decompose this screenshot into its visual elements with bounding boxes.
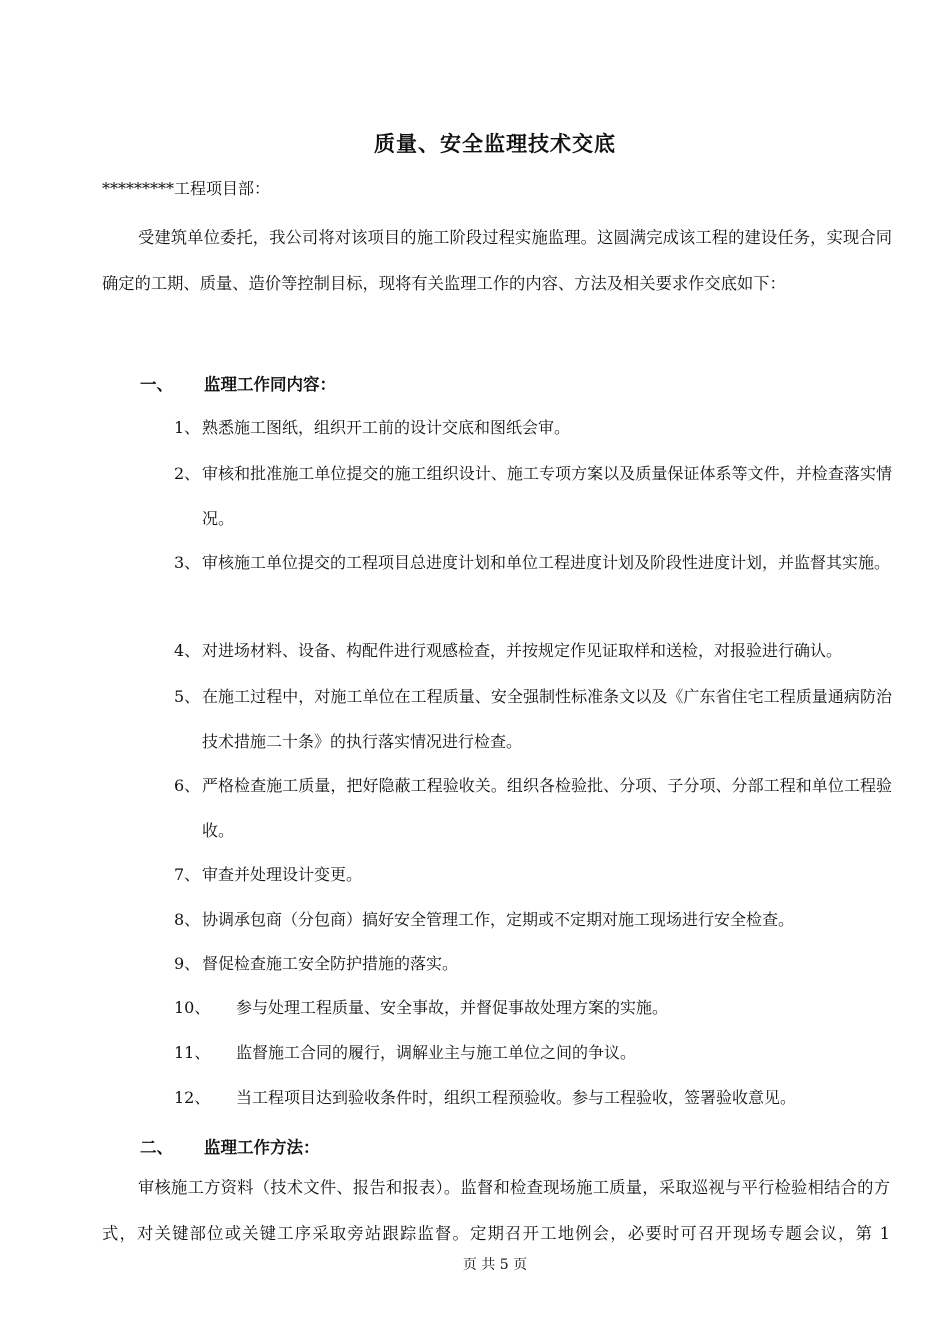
item-text: 对进场材料、设备、构配件进行观感检查，并按规定作见证取样和送检，对报验进行确认。	[202, 641, 843, 660]
item-number: 3、	[174, 553, 201, 572]
recipient-line: *********工程项目部：	[102, 179, 271, 198]
list-item	[174, 628, 892, 673]
item-number: 11、	[174, 1043, 211, 1062]
list-item	[174, 1075, 892, 1120]
section-number: 二、	[140, 1138, 173, 1157]
section-heading-2	[140, 1134, 320, 1158]
section-title: 监理工作方法：	[204, 1138, 320, 1157]
item-text: 监督施工合同的履行，调解业主与施工单位之间的争议。	[236, 1043, 637, 1062]
item-text: 当工程项目达到验收条件时，组织工程预验收。参与工程验收，签署验收意见。	[236, 1088, 797, 1107]
item-number: 6、	[174, 776, 201, 795]
section-title: 监理工作同内容：	[204, 375, 336, 394]
intro-paragraph: 受建筑单位委托，我公司将对该项目的施工阶段过程实施监理。这圆满完成该工程的建设任务，实现合同确定的工期、质量、造价等控制目标，现将有关监理工作的内容、方法及相关要求作交底如下：	[102, 228, 892, 293]
list-item	[174, 763, 892, 853]
item-text: 参与处理工程质量、安全事故，并督促事故处理方案的实施。	[236, 998, 669, 1017]
item-number: 10、	[174, 998, 211, 1017]
page-footer: 页 共 5 页	[462, 1257, 528, 1273]
list-item	[174, 674, 892, 764]
list-item	[174, 852, 892, 897]
document-title: 质量、安全监理技术交底	[374, 131, 616, 156]
list-item	[174, 941, 892, 986]
item-number: 8、	[174, 910, 201, 929]
list-item	[174, 451, 892, 541]
list-item	[174, 897, 892, 942]
item-text: 熟悉施工图纸，组织开工前的设计交底和图纸会审。	[202, 418, 571, 437]
item-number: 4、	[174, 641, 201, 660]
item-number: 1、	[174, 418, 201, 437]
item-text: 严格检查施工质量，把好隐蔽工程验收关。组织各检验批、分项、子分项、分部工程和单位工程验收。	[202, 776, 892, 840]
list-item	[174, 1030, 892, 1075]
item-text: 审查并处理设计变更。	[202, 865, 363, 884]
list-item	[174, 405, 892, 450]
item-number: 7、	[174, 865, 201, 884]
list-item	[174, 540, 892, 585]
item-number: 5、	[174, 687, 201, 706]
item-number: 12、	[174, 1088, 211, 1107]
item-text: 在施工过程中，对施工单位在工程质量、安全强制性标准条文以及《广东省住宅工程质量通病防治技术措施二十条》的执行落实情况进行检查。	[202, 687, 892, 751]
item-number: 2、	[174, 464, 201, 483]
item-text: 审核施工单位提交的工程项目总进度计划和单位工程进度计划及阶段性进度计划，并监督其实施。	[202, 553, 891, 572]
list-item	[174, 985, 892, 1030]
item-text: 审核和批准施工单位提交的施工组织设计、施工专项方案以及质量保证体系等文件，并检查落实情况。	[202, 464, 892, 528]
section-number: 一、	[140, 375, 173, 394]
item-text: 协调承包商（分包商）搞好安全管理工作，定期或不定期对施工现场进行安全检查。	[202, 910, 795, 929]
item-number: 9、	[174, 954, 201, 973]
methods-paragraph: 审核施工方资料（技术文件、报告和报表）。监督和检查现场施工质量，采取巡视与平行检验相结合的方式，对关键部位或关键工序采取旁站跟踪监督。定期召开工地例会，必要时可召开现场专题会议，第 1	[102, 1178, 890, 1243]
section-heading-1	[140, 371, 336, 395]
item-text: 督促检查施工安全防护措施的落实。	[202, 954, 459, 973]
